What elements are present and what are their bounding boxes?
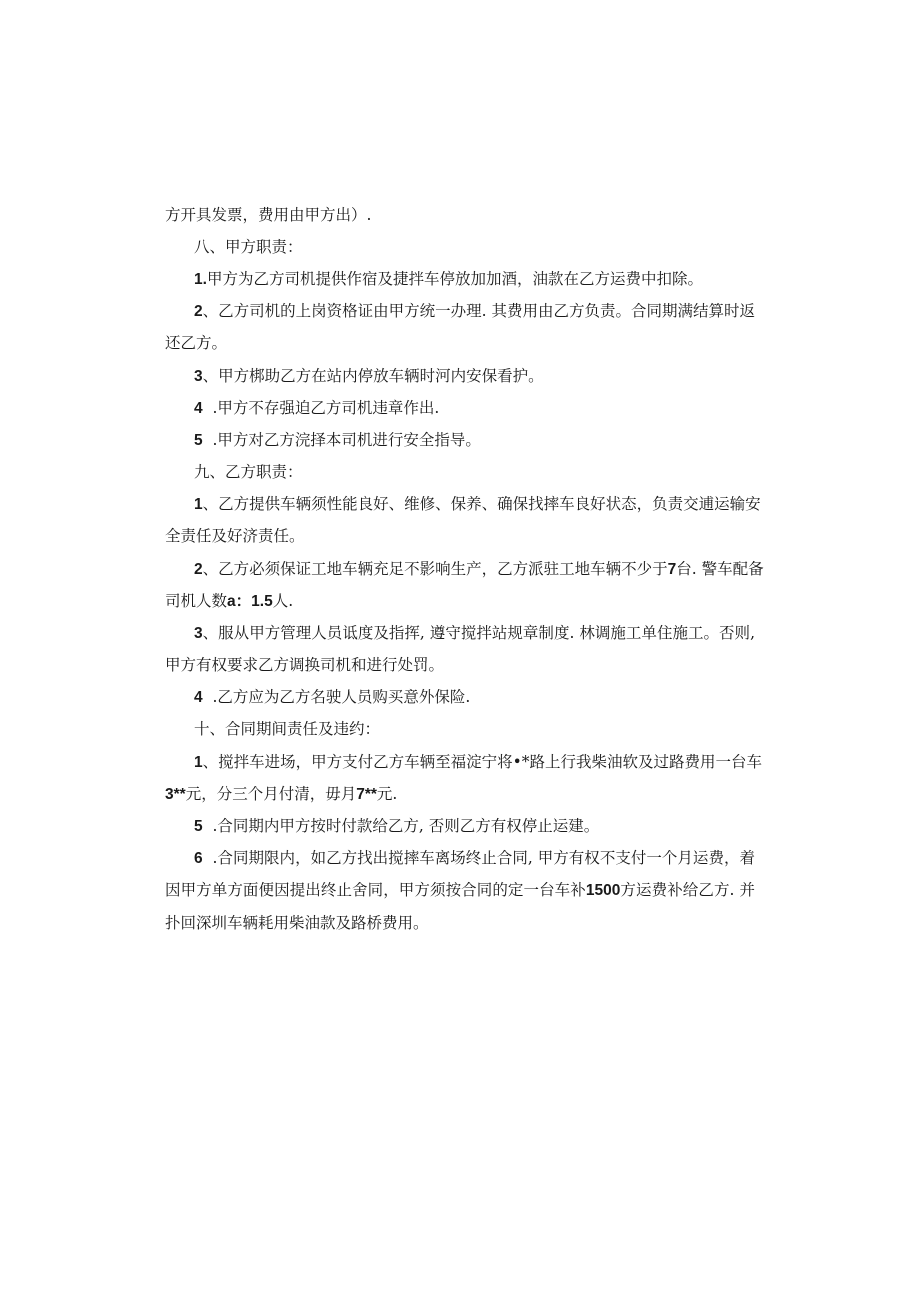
list-item: 2、乙方必须保证工地车辆充足不影响生产，乙方派驻工地车辆不少于7台. 警车配备: [194, 560, 764, 578]
list-item: 3、服从甲方管理人员诋度及指挥, 遵守搅拌站规章制度. 林调施工单住施工。否则,: [194, 624, 755, 642]
list-item: 3、甲方梆助乙方在站内停放车辆时河内安保看护。: [194, 367, 544, 385]
list-item: 5 .合同期内甲方按时付款给乙方, 否则乙方有权停止运建。: [194, 817, 600, 835]
list-item: 4 .甲方不存强迫乙方司机违章作出.: [194, 399, 440, 417]
list-item: 2、乙方司机的上岗资格证由甲方统一办理. 其费用由乙方负责。合同期满结算时返: [194, 302, 755, 320]
list-item: 4 .乙方应为乙方名驶人员购买意外保险.: [194, 688, 471, 706]
list-item: 1、乙方提供车辆须性能良好、维修、保养、确保找摔车良好状态，负责交逋运输安: [194, 495, 761, 513]
list-item: 1.甲方为乙方司机提供作宿及捷拌车停放加加酒，油款在乙方运费中扣除。: [194, 270, 703, 288]
section-heading: 八、甲方职责：: [194, 238, 303, 256]
section-heading: 十、合同期间责任及违约：: [194, 720, 381, 738]
body-line: 司机人数a：1.5人.: [165, 592, 294, 610]
body-line: 全责任及好济责任。: [165, 527, 305, 545]
list-item: 6 .合同期限内，如乙方找出搅摔车离场终止合同, 甲方有权不支付一个月运费，着: [194, 849, 755, 867]
body-line: 扑回深圳车辆耗用柴油款及路桥费用。: [165, 914, 429, 932]
body-line: 还乙方。: [165, 334, 228, 352]
list-item: 5 .甲方对乙方浣择本司机进行安全指导。: [194, 431, 481, 449]
body-line: 甲方有权要求乙方调换司机和进行处罚。: [165, 656, 445, 674]
body-line: 方开具发票，费用由甲方出）.: [165, 206, 372, 224]
body-line: 因甲方单方面便因提出终止舍同，甲方须按合同的定一台车补1500方运费补给乙方. 并: [165, 881, 755, 899]
section-heading: 九、乙方职责：: [194, 463, 303, 481]
body-line: 3**元，分三个月付清，毋月7**元.: [165, 785, 398, 803]
list-item: 1、搅拌车进场，甲方支付乙方车辆至福淀宁将•*路上行我柴油软及过路费用一台车: [194, 753, 763, 771]
